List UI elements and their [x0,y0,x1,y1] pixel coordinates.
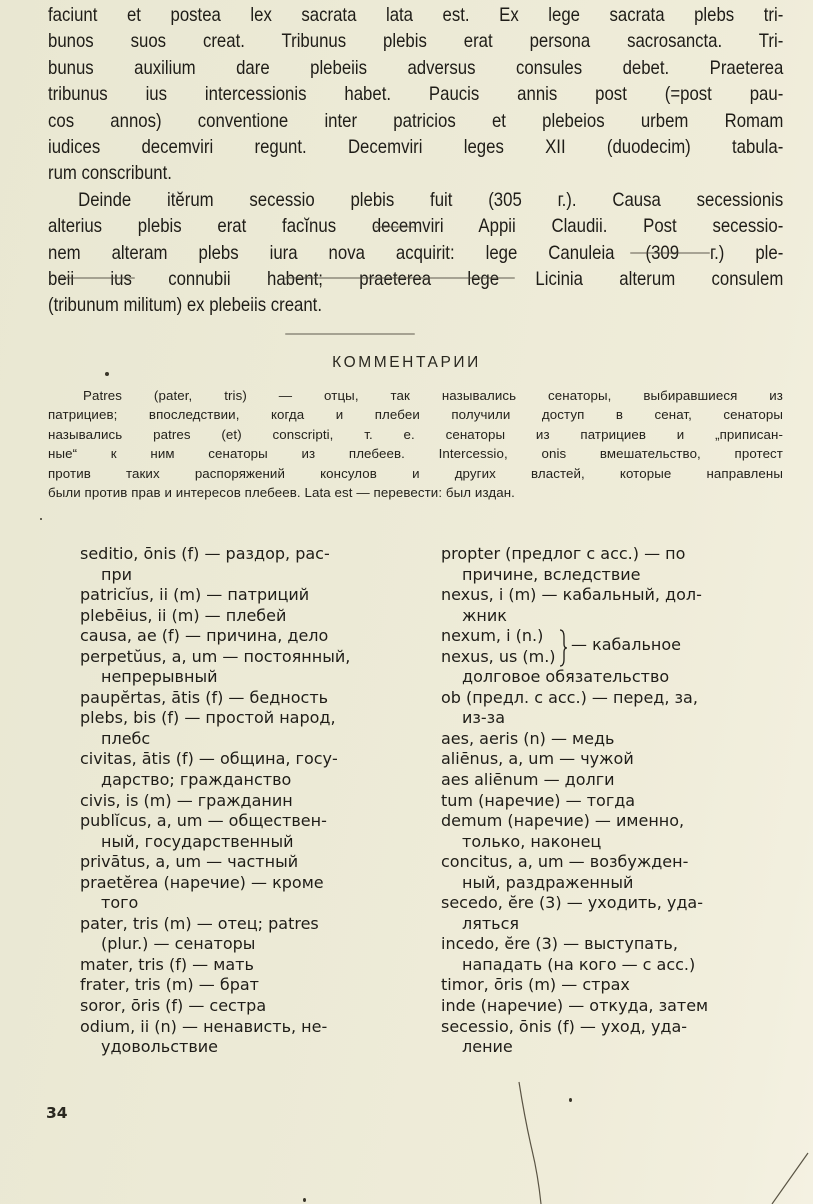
text-line: beii ius connubii habent; praeterea lege Licinia alterum consulem [48,268,784,291]
vocab-line: inde (наречие) — откуда, затем [441,996,709,1016]
text-line: faciunt et postea lex sacrata lata est. Ex lege sacrata plebs tri- [48,4,784,26]
vocab-line: plebēius, ii (m) — плебей [80,605,287,625]
comment-line: Patres (pater, tris) — отцы, так назывались сенаторы, выбиравшиеся из [83,388,783,403]
page-number: 34 [46,1104,68,1122]
vocab-line: плебс [101,728,151,748]
vocab-line: ление [462,1037,513,1057]
comment-line: против таких распоряжений консулов и других властей, которые направлены [48,465,783,481]
vocab-line: plebs, bis (f) — простой народ, [80,708,336,728]
vocab-line: tum (наречие) — тогда [441,790,636,810]
vocab-line: при [101,564,133,584]
vocab-line: frater, tris (m) — брат [80,975,259,995]
comment-line: были против прав и интересов плебеев. Lata est — перевести: был издан. [48,485,515,501]
vocab-line: timor, ōris (m) — страх [441,975,630,995]
vocab-braced-definition: — кабальное [571,635,681,655]
comments-heading: КОММЕНТАРИИ [332,354,481,371]
vocab-line: aes aliēnum — долги [441,770,615,790]
vocab-line: nexus, us (m.) [441,646,556,666]
text-line: nem alteram plebs iura nova acquirit: lege Canuleia (309 г.) ple- [48,241,784,264]
vocab-line: propter (предлог с acc.) — по [441,544,686,563]
vocab-line: (plur.) — сенаторы [101,934,256,954]
vocab-line: дарство; гражданство [101,770,292,790]
text-line: tribunus ius intercessionis habet. Paucis annis post (=post pau- [48,83,784,106]
vocab-line: жник [462,605,507,625]
ink-speck [303,1198,306,1202]
vocab-line: privātus, a, um — частный [80,852,299,872]
text-line: alterius plebis erat facĭnus decemviri Appii Claudii. Post secessio- [48,215,784,238]
comment-line: назывались patres (et) conscripti, т. е. сенаторы из патрициев и „приписан- [48,426,783,442]
vocab-line: causa, ae (f) — причина, дело [80,626,329,646]
vocab-line: ный, государственный [101,831,294,851]
vocab-line: incedo, ĕre (3) — выступать, [441,934,678,954]
ink-speck [569,1098,572,1102]
vocab-line: нападать (на кого — с acc.) [462,954,696,974]
vocab-line: aes, aeris (n) — медь [441,728,615,748]
vocab-line: civis, is (m) — гражданин [80,790,293,810]
vocab-line: nexum, i (n.) [441,626,544,646]
vocab-line: nexus, i (m) — кабальный, дол- [441,585,702,605]
comment-line: патрициев; впоследствии, когда и плебеи получили доступ в сенат, сенаторы [48,407,783,423]
vocab-line: concitus, a, um — возбужден- [441,852,689,872]
vocab-line: paupĕrtas, ātis (f) — бедность [80,687,329,707]
text-line: Deinde itĕrum secessio plebis fuit (305 г.). Causa secessionis [78,188,784,211]
vocab-line: civitas, ātis (f) — община, госу- [80,749,338,769]
vocab-line: aliēnus, a, um — чужой [441,749,634,769]
vocab-line: soror, ōris (f) — сестра [80,996,267,1016]
text-line: (tribunum militum) ex plebeiis creant. [48,294,323,317]
vocab-line: odium, ii (n) — ненависть, не- [80,1016,328,1036]
vocab-line: ляться [462,913,520,933]
vocab-line: ный, раздраженный [462,872,634,892]
text-line: bunos suos creat. Tribunus plebis erat persona sacrosancta. Tri- [48,30,784,53]
vocab-line: demum (наречие) — именно, [441,811,685,831]
vocab-line: того [101,893,139,913]
vocab-line: seditio, ōnis (f) — раздор, рас- [80,544,330,563]
vocab-line: secessio, ōnis (f) — уход, уда- [441,1016,688,1036]
vocab-line: patricĭus, ii (m) — патриций [80,585,310,605]
vocab-line: причине, вследствие [462,564,641,584]
vocab-line: непрерывный [101,667,218,687]
vocab-line: secedo, ĕre (3) — уходить, уда- [441,893,703,913]
vocab-line: perpetŭus, a, um — постоянный, [80,646,351,666]
ink-speck [40,518,42,520]
text-line: iudices decemviri regunt. Decemviri leges XII (duodecim) tabula- [48,136,784,159]
comment-line: ные“ к ним сенаторы из плебеев. Intercessio, onis вмешательство, протест [48,446,783,462]
vocab-line: только, наконец [462,831,602,851]
vocab-line: удовольствие [101,1037,218,1057]
vocab-line: долговое обязательство [462,667,670,687]
vocab-line: mater, tris (f) — мать [80,954,254,974]
vocab-line: pater, tris (m) — отец; patres [80,913,319,933]
vocab-line: ob (предл. с acc.) — перед, за, [441,687,698,707]
text-line: bunus auxilium dare plebeiis adversus consules debet. Praeterea [48,56,784,79]
text-line: cos annos) conventione inter patricios et plebeios urbem Romam [48,109,784,132]
vocab-line: praetĕrea (наречие) — кроме [80,872,324,892]
text-line: rum conscribunt. [48,162,172,185]
vocab-line: из-за [462,708,505,728]
vocab-line: publĭcus, a, um — обществен- [80,811,327,831]
